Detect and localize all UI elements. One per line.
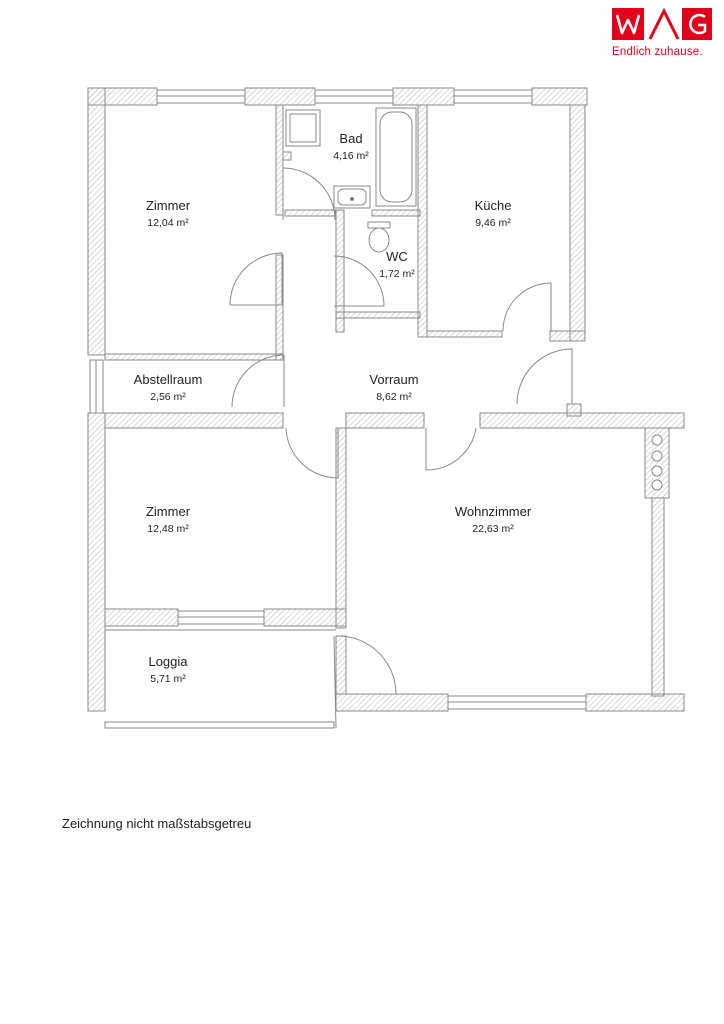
room-label-loggia xyxy=(148,654,187,685)
room-name: Loggia xyxy=(148,654,188,669)
room-area: 1,72 m² xyxy=(379,268,415,280)
room-name: Abstellraum xyxy=(133,372,203,387)
room-name: WC xyxy=(386,249,408,264)
loggia-railing xyxy=(105,630,336,728)
room-name: Vorraum xyxy=(369,372,419,387)
room-label-zimmer-1 xyxy=(146,198,190,229)
room-area: 5,71 m² xyxy=(150,673,186,685)
room-area: 12,48 m² xyxy=(147,523,189,535)
room-name: Küche xyxy=(474,198,512,213)
room-area: 4,16 m² xyxy=(333,150,369,162)
room-label-abstellraum xyxy=(134,372,203,403)
room-name: Zimmer xyxy=(145,198,191,213)
room-label-kueche xyxy=(475,198,512,229)
room-label-zimmer-2 xyxy=(146,504,190,535)
room-area: 22,63 m² xyxy=(472,523,514,535)
room-label-wohnzimmer xyxy=(455,504,531,535)
room-area: 8,62 m² xyxy=(376,391,412,403)
room-name: Bad xyxy=(339,131,363,146)
room-name: Wohnzimmer xyxy=(454,504,532,519)
scale-disclaimer: Zeichnung nicht maßstabsgetreu xyxy=(62,816,252,831)
room-area: 12,04 m² xyxy=(147,217,189,229)
room-name: Zimmer xyxy=(145,504,191,519)
room-area: 2,56 m² xyxy=(150,391,186,403)
room-area: 9,46 m² xyxy=(475,217,511,229)
room-label-wc xyxy=(379,249,415,280)
room-label-vorraum xyxy=(369,372,418,403)
room-label-bad xyxy=(333,131,369,162)
toilet-tank xyxy=(368,222,390,228)
bathroom-fixtures xyxy=(286,108,416,252)
brand-tagline: Endlich zuhause. xyxy=(612,46,703,58)
